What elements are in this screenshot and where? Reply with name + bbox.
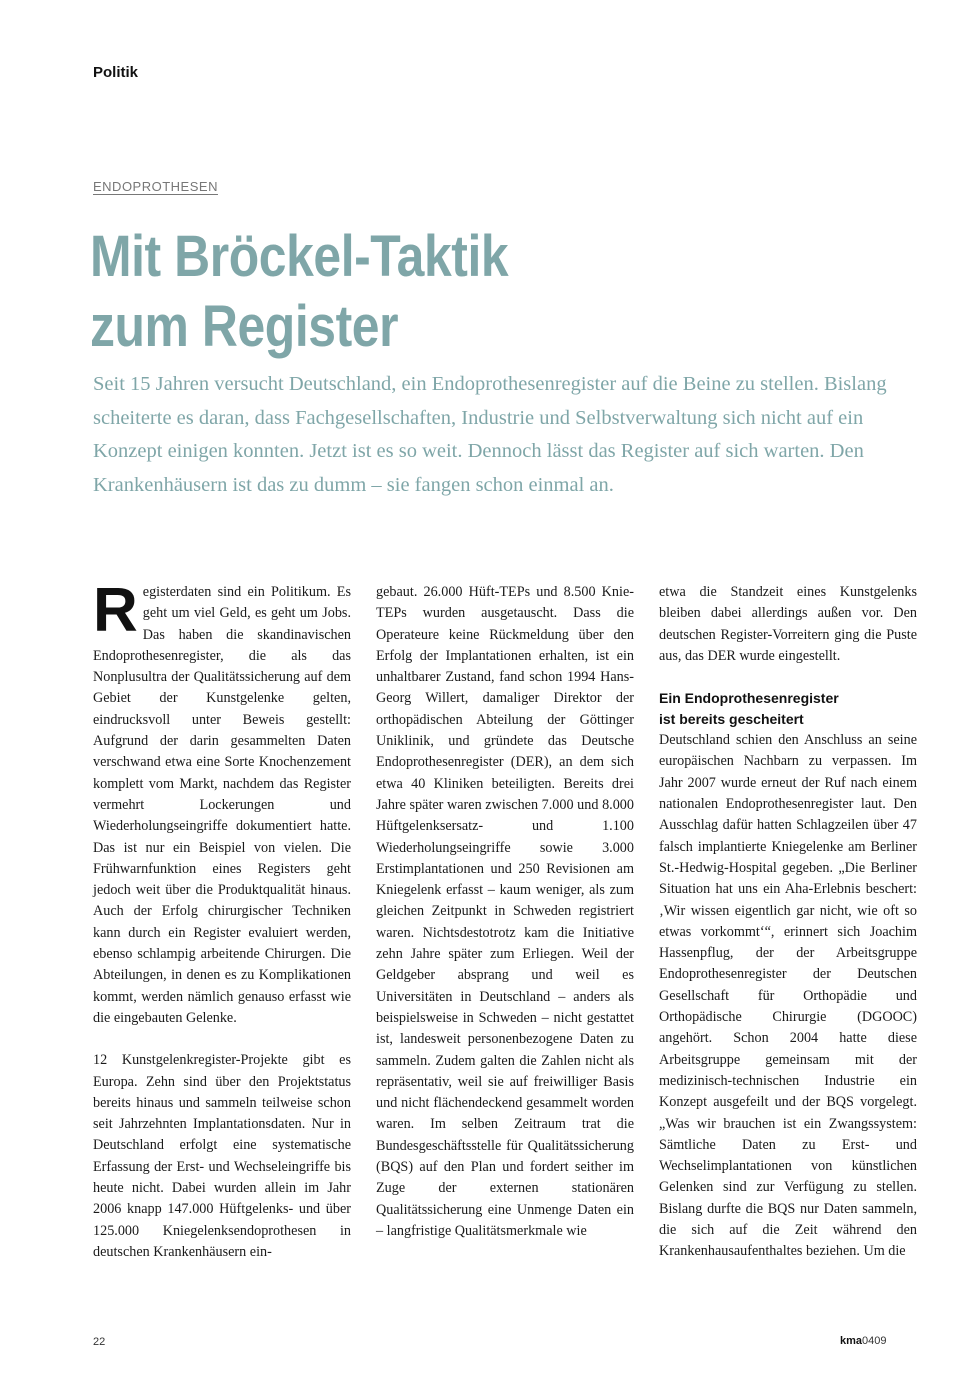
headline-line-2: zum Register [90,294,399,359]
paragraph: 12 Kunstgelenkregister-Projekte gibt es Europa. Zehn sind über den Projektstatus bereits hinaus und sammeln teilweise schon seit Jahrzehnten Implantationsdaten. Nur in Deutschland erfolgt eine systematische Erfassung der Erst- und Wechseleingriffe bis heute nicht. Dabei wurden allein im Jahr 2006 knapp 147.000 Hüftgelenks- und über 125.000 Kniegelenksendoprothesen in deutschen Krankenhäusern ein- [93,1052,351,1260]
article-headline [90,222,508,362]
paragraph: gebaut. 26.000 Hüft-TEPs und 8.500 Knie-TEPs wurden ausgetauscht. Dass die Operateure keine Rückmeldung über den Erfolg der Implantationen erhalten, ist ein unhaltbarer Zustand, fand schon 1994 Hans-Georg Willert, damaliger Direktor der orthopädischen Abteilung der Göttinger Uniklinik, und gründete das Deutsche Endoprothesenregister (DER), an dem sich etwa 40 Kliniken beteiligten. Bereits drei Jahre später waren zwischen 7.000 und 8.000 Hüftgelenksersatz- und 1.100 Wiederholungseingriffe sowie 3.000 Erstimplantationen und 250 Revisionen am Kniegelenk erfasst – kaum weniger, als zum gleichen Zeitpunkt in Schweden registriert waren. Nichtsdestotrotz kam die Initiative zehn Jahre später zum Erliegen. Weil der Geldgeber absprang und weil es Universitäten in Deutschland – anders als beispielsweise in Schweden – nicht gestattet ist, landesweit personenbezogene Daten zu sammeln. Zudem galten die Zahlen nicht als repräsentativ, weil sie auf freiwilliger Basis und nicht flächendeckend gesammelt worden waren. Im selben Zeitraum trat die Bundesgeschäftsstelle für Qualitätssicherung (BQS) auf den Plan und fordert seither im Zuge der externen stationären Qualitätssicherung eine Unmenge Daten ein – langfristige Qualitätsmerkmale wie [376,584,634,1239]
article-kicker: ENDOPROTHESEN [93,179,218,194]
section-label: Politik [93,64,139,81]
magazine-logo: kma [840,1335,863,1347]
drop-cap: R [93,576,138,645]
paragraph: etwa die Standzeit eines Kunstgelenks bleiben dabei allerdings außen vor. Den deutschen Register-Vorreitern ging die Puste aus, das DER wurde eingestellt. [659,584,917,664]
paragraph-text: egisterdaten sind ein Politikum. Es geht um viel Geld, es geht um Jobs. Das haben die skandinavischen Endoprothesenregister, die als das Nonplusultra der Qualitätssicherung auf dem Gebiet der Kunstgelenke gelten, eindrucksvoll unter Beweis gestellt: Aufgrund der darin gesammelten Daten verschwand etwa eine Sorte Knochenzement komplett vom Markt, nachdem das Register vermehrt Lockerungen und Wiederholungseingriffe dokumentiert hatte. Das ist nur ein Beispiel von vielen. Die Frühwarnfunktion eines Registers geht jedoch weit über die Produktqualität hinaus. Auch der Erfolg chirurgischer Techniken kann durch ein Register evaluiert werden, ebenso schlampig arbeitende Chirurgen. Die Abteilungen, in denen es zu Komplikationen kommt, werden nämlich genauso erfasst wie die eingebauten Gelenke. [93,584,351,1026]
subheading-line-2: ist bereits gescheitert [659,711,804,728]
paragraph: Deutschland schien den Anschluss an seine europäischen Nachbarn zu verpassen. Im Jahr 2007 wurde erneut der Ruf nach einem nationalen Endoprothesenregister laut. Den Ausschlag dafür hatten Schlagzeilen über 47 falsch implantierte Kniegelenke am Berliner St.-Hedwig-Hospital gegeben. „Die Berliner Situation hat uns ein Aha-Erlebnis beschert: ‚Wir wissen eigentlich gar nicht, wie oft so etwas vorkommt‘“, erinnert sich Joachim Hassenpflug, der der Arbeitsgruppe Endoprothesenregister der Deutschen Gesellschaft für Orthopädie und Orthopädische Chirurgie (DGOOC) angehört. Schon 2004 hatte diese Arbeitsgruppe gemeinsam mit der medizinisch-technischen Industrie ein Konzept ausgefeilt und der BQS vorgelegt. „Was wir brauchen ist ein Zwangssystem: Sämtliche Daten zu Erst- und Wechselimplantationen von künstlichen Gelenken sind zur Verfügung zu stellen. Bislang durfte die BQS nur Daten sammeln, die sich auf die Zeit während den Krankenhausaufenthaltes beziehen. Um die [659,732,917,1260]
headline-line-1: Mit Bröckel-Taktik [90,224,509,289]
text-column-1 [93,576,351,1263]
text-column-2 [376,582,634,1242]
subheading [659,688,917,730]
issue-number: 0409 [862,1335,887,1347]
paragraph [93,576,351,1029]
magazine-issue [840,1335,887,1347]
text-column-3 [659,582,917,1263]
subheading-line-1: Ein Endoprothesenregister [659,690,839,707]
page-number: 22 [93,1336,106,1348]
article-lead: Seit 15 Jahren versucht Deutschland, ein Endoprothesenregister auf die Beine zu stellen. Bislang scheiterte es daran, dass Fachgesellschaften, Industrie und Selbstverwaltung sich nicht auf ein Konzept einigen konnten. Jetzt ist es so weit. Dennoch lässt das Register auf sich warten. Den Krankenhäusern ist das zu dumm – sie fangen schon einmal an. [93,373,887,496]
